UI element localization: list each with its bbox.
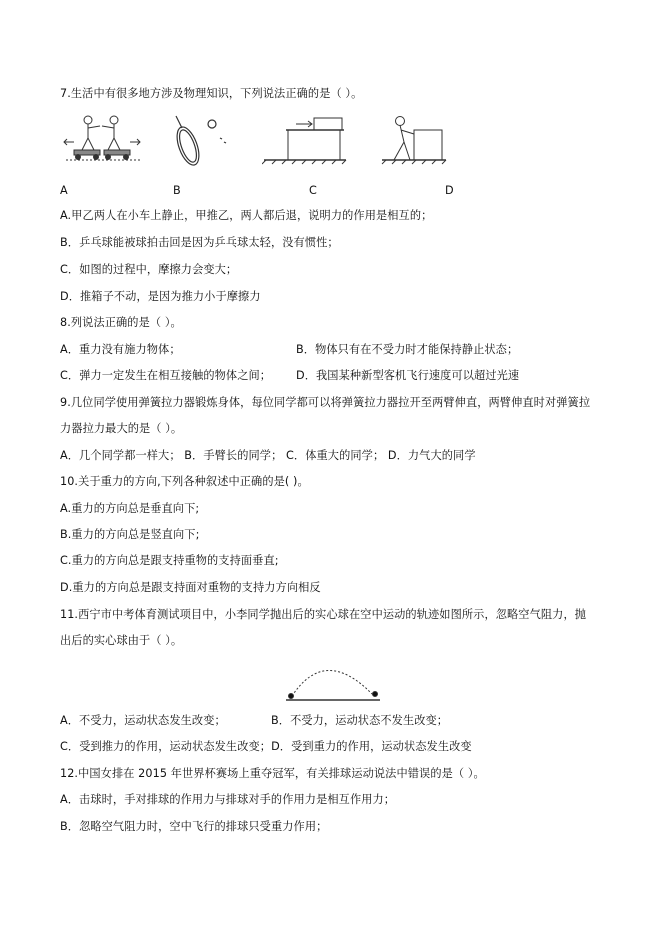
q7-figure-label-b: B [173,184,181,197]
q7-option-d: D．推箱子不动，是因为推力小于摩擦力 [60,290,261,303]
q7-stem: 7.生活中有很多地方涉及物理知识，下列说法正确的是（ ）。 [60,87,363,100]
q8-stem: 8.列说法正确的是（ ）。 [60,316,182,329]
q11-option-a: A．不受力，运动状态发生改变； [60,714,226,727]
q8-option-a: A．重力没有施力物体； [60,343,181,356]
q11-option-b: B．不受力，运动状态不发生改变； [271,714,449,727]
q10-option-d: D.重力的方向总是跟支持面对重物的支持力方向相反 [60,581,321,594]
q7-figure-c [262,114,348,168]
q9-stem-line2: 力器拉力最大的是（ ）。 [60,422,183,435]
q8-option-b: B．物体只有在不受力时才能保持静止状态； [296,343,519,356]
q11-stem-line1: 11.西宁市中考体育测试项目中，小李同学抛出后的实心球在空中运动的轨迹如图所示，忽略空气阻力，抛 [60,608,587,621]
q7-option-b: B．乒乓球能被球拍击回是因为乒乓球太轻，没有惯性； [60,236,339,249]
q7-figure-label-a: A [60,184,68,197]
q11-trajectory-figure [280,654,390,704]
q7-option-c: C．如图的过程中，摩擦力会变大； [60,263,238,276]
q9-stem-line1: 9.几位同学使用弹簧拉力器锻炼身体，每位同学都可以将弹簧拉力器拉开至两臂伸直，两臂伸直时对弹簧拉 [60,396,591,409]
q7-option-a: A.甲乙两人在小车上静止，甲推乙，两人都后退，说明力的作用是相互的； [60,209,433,222]
q7-figure-b [166,112,236,170]
q12-option-a: A．击球时，手对排球的作用力与排球对手的作用力是相互作用力； [60,793,396,806]
q10-stem: 10.关于重力的方向,下列各种叙述中正确的是( )。 [60,475,309,488]
q7-figure-d [380,112,448,168]
q12-option-b: B．忽略空气阻力时，空中飞行的排球只受重力作用； [60,820,328,833]
q10-option-c: C.重力的方向总是跟支持重物的支持面垂直; [60,554,279,567]
q10-option-a: A.重力的方向总是垂直向下; [60,502,200,515]
q11-stem-line2: 出后的实心球由于（ ）。 [60,634,183,647]
q7-figure-label-c: C [309,184,317,197]
q10-option-b: B.重力的方向总是竖直向下; [60,528,200,541]
q12-stem: 12.中国女排在 2015 年世界杯赛场上重夺冠军，有关排球运动说法中错误的是（ ）。 [60,767,485,780]
q11-option-c-d: C．受到推力的作用，运动状态发生改变；D．受到重力的作用，运动状态发生改变 [60,740,472,753]
q8-option-c: C．弹力一定发生在相互接触的物体之间； [60,369,272,382]
q7-figure-label-d: D [445,184,454,197]
q9-options: A．几个同学都一样大； B．手臂长的同学； C．体重大的同学； D．力气大的同学 [60,449,476,462]
q8-option-d: D．我国某种新型客机飞行速度可以超过光速 [296,369,520,382]
q7-figure-a [62,112,144,164]
